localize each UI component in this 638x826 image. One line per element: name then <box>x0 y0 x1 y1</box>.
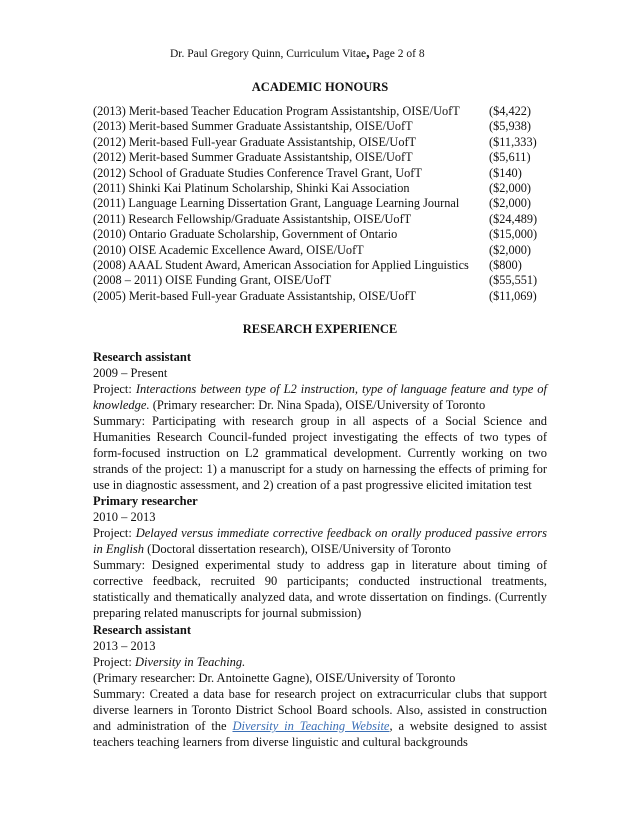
running-header <box>170 46 425 62</box>
project-label: Project: <box>93 382 132 396</box>
project-title: Interactions between type of L2 instruction, type of language feature and type of knowledge. <box>93 382 548 412</box>
project-detail: (Doctoral dissertation research), OISE/University of Toronto <box>147 542 451 556</box>
honour-row <box>93 289 547 304</box>
honour-row <box>93 166 547 181</box>
honour-amount: ($24,489) <box>489 211 538 226</box>
honour-amount: ($2,000) <box>489 180 532 195</box>
entry-role: Research assistant <box>93 623 192 637</box>
header-page-number: Page 2 of 8 <box>372 48 425 60</box>
entry-project <box>93 525 547 557</box>
project-detail: (Primary researcher: Dr. Nina Spada), OISE/University of Toronto <box>152 398 486 412</box>
honour-row <box>93 135 547 150</box>
research-entry <box>93 349 547 493</box>
diversity-in-teaching-website-link[interactable]: Diversity in Teaching Website <box>232 719 390 733</box>
honour-description: (2011) Research Fellowship/Graduate Assistantship, OISE/UofT <box>93 211 412 226</box>
honour-row <box>93 196 547 211</box>
honour-description: (2008) AAAL Student Award, American Association for Applied Linguistics <box>93 257 469 272</box>
honour-description: (2005) Merit-based Full-year Graduate Assistantship, OISE/UofT <box>93 288 417 303</box>
entry-dates: 2013 – 2013 <box>93 639 156 653</box>
honour-amount: ($11,333) <box>489 134 537 149</box>
honour-amount: ($11,069) <box>489 288 537 303</box>
research-entry <box>93 622 547 750</box>
honour-row <box>93 212 547 227</box>
entry-project <box>93 381 547 413</box>
entry-role: Primary researcher <box>93 494 198 508</box>
honour-description: (2013) Merit-based Teacher Education Program Assistantship, OISE/UofT <box>93 104 460 118</box>
project-title: Delayed versus immediate corrective feedback on orally produced passive errors in English <box>93 526 548 556</box>
honour-description: (2008 – 2011) OISE Funding Grant, OISE/UofT <box>93 273 332 288</box>
project-title: Diversity in Teaching. <box>135 655 246 669</box>
honour-description: (2013) Merit-based Summer Graduate Assistantship, OISE/UofT <box>93 119 413 134</box>
honour-row <box>93 243 547 258</box>
entry-project <box>93 654 547 670</box>
honour-row <box>93 104 547 119</box>
entry-summary: Summary: Participating with research group in all aspects of a Social Science and Humanities Research Council-funded project investigating the effects of two types of form-focused instruction on L2 grammatical development. Currently working on two strands of the project: 1) a manuscript for a study on harnessing the effects of priming for use in diagnostic assessment, and 2) creation of a past progressive elicited imitation test <box>93 414 547 492</box>
honour-amount: ($4,422) <box>489 104 532 118</box>
honour-description: (2011) Shinki Kai Platinum Scholarship, Shinki Kai Association <box>93 180 410 195</box>
honour-row <box>93 119 547 134</box>
honour-description: (2010) Ontario Graduate Scholarship, Government of Ontario <box>93 227 398 242</box>
entry-dates: 2010 – 2013 <box>93 510 156 524</box>
honours-list <box>93 104 547 304</box>
entry-summary <box>93 686 547 750</box>
honour-row <box>93 181 547 196</box>
summary-text-continued: , a website designed to assist teachers teaching learners from diverse linguistic and cultural backgrounds <box>93 719 547 749</box>
entry-role: Research assistant <box>93 350 192 364</box>
honour-row <box>93 150 547 165</box>
honour-amount: ($800) <box>489 257 522 272</box>
entry-primary-researcher: (Primary researcher: Dr. Antoinette Gagne), OISE/University of Toronto <box>93 671 456 685</box>
project-label: Project: <box>93 526 132 540</box>
honour-amount: ($5,611) <box>489 150 531 165</box>
header-comma: , <box>366 46 370 61</box>
honour-description: (2012) Merit-based Summer Graduate Assistantship, OISE/UofT <box>93 150 413 165</box>
research-experience-heading: RESEARCH EXPERIENCE <box>242 322 398 336</box>
research-entry <box>93 493 547 621</box>
honour-amount: ($140) <box>489 165 522 180</box>
honour-row <box>93 258 547 273</box>
honour-amount: ($15,000) <box>489 227 538 242</box>
honour-description: (2011) Language Learning Dissertation Grant, Language Learning Journal <box>93 196 460 211</box>
honour-description: (2012) School of Graduate Studies Conference Travel Grant, UofT <box>93 165 422 180</box>
summary-text: Summary: Created a data base for research project on extracurricular clubs that support diverse learners in Toronto District School Board schools. Also, assisted in construction and administration of the <box>93 687 547 733</box>
project-label: Project: <box>93 655 132 669</box>
honour-amount: ($2,000) <box>489 242 532 257</box>
entry-summary: Summary: Designed experimental study to address gap in literature about timing of corrective feedback, recruited 90 participants; conducted instructional treatments, statistically and thematically analyzed data, and wrote dissertation on findings. (Currently preparing related manuscripts for journal submission) <box>93 558 547 620</box>
academic-honours-heading: ACADEMIC HONOURS <box>251 80 389 94</box>
header-text: Dr. Paul Gregory Quinn, Curriculum Vitae <box>170 48 367 60</box>
honour-amount: ($2,000) <box>489 196 532 211</box>
honour-row <box>93 227 547 242</box>
honour-amount: ($5,938) <box>489 119 532 134</box>
honour-amount: ($55,551) <box>489 273 538 288</box>
entry-dates: 2009 – Present <box>93 366 168 380</box>
honour-description: (2010) OISE Academic Excellence Award, OISE/UofT <box>93 242 364 257</box>
honour-row <box>93 273 547 288</box>
honour-description: (2012) Merit-based Full-year Graduate Assistantship, OISE/UofT <box>93 134 417 149</box>
